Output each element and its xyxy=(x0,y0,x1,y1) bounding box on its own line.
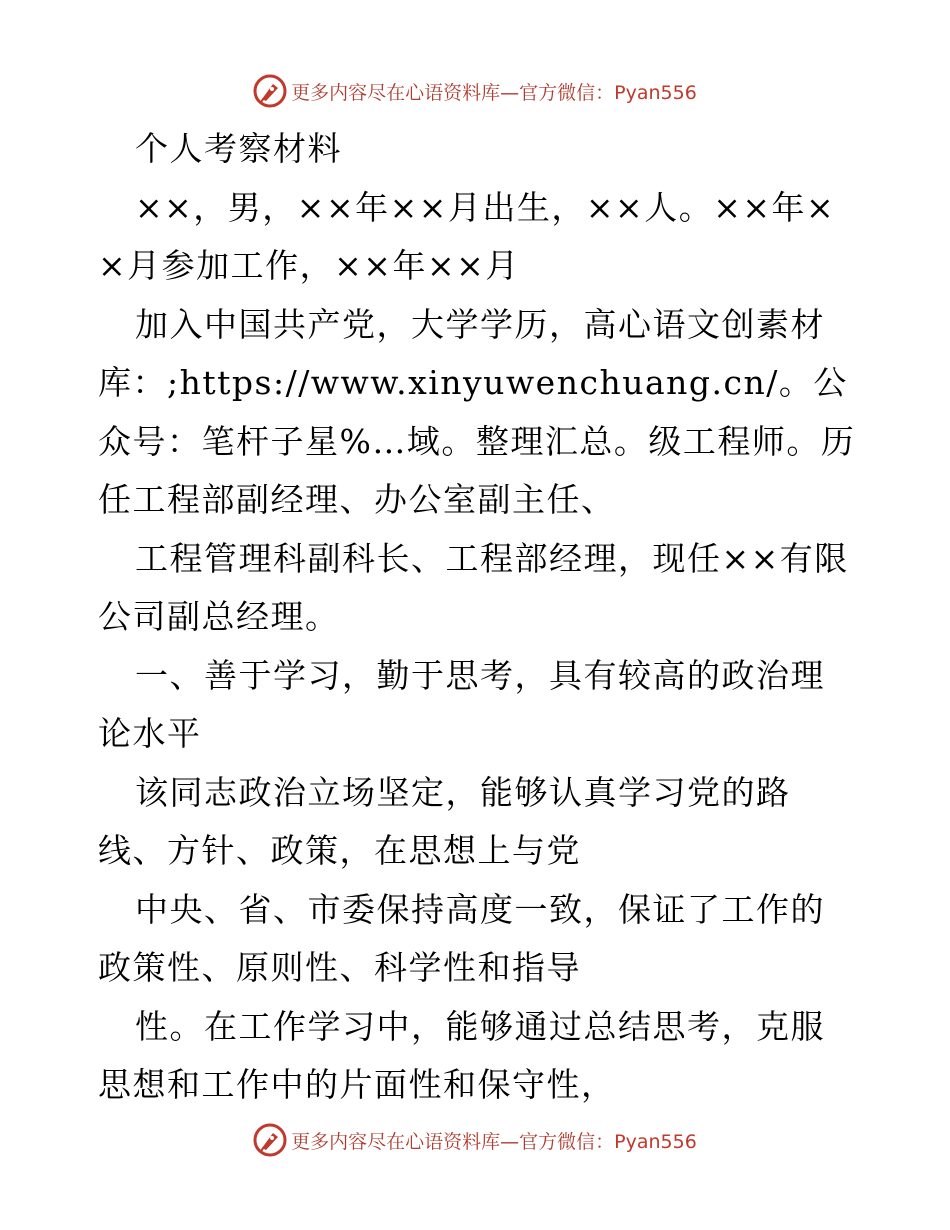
section-heading-1: 一、善于学习，勤于思考，具有较高的政治理论水平 xyxy=(98,655,825,753)
paragraph-3: 工程管理科副科长、工程部经理，现任××有限公司副总经理。 xyxy=(98,538,849,636)
paragraph-4: 该同志政治立场坚定，能够认真学习党的路线、方针、政策，在思想上与党 xyxy=(98,772,791,870)
pen-nib-logo-icon xyxy=(253,1123,287,1157)
watermark-text: 更多内容尽在心语资料库—官方微信：Pyan556 xyxy=(291,81,697,104)
watermark-banner-bottom xyxy=(0,1120,950,1160)
document-body xyxy=(98,120,858,1115)
pen-nib-logo-icon xyxy=(253,74,287,108)
paragraph-2: 加入中国共产党，大学学历，高心语文创素材库：;https://www.xinyuwenchuang.cn/。公众号：笔杆子星%…域。整理汇总。级工程师。历任工程部副经理、办公室副主任、 xyxy=(98,304,856,519)
watermark-handle: Pyan556 xyxy=(614,81,697,104)
document-title: 个人考察材料 xyxy=(135,129,342,168)
watermark-banner-top xyxy=(0,71,950,111)
paragraph-5: 中央、省、市委保持高度一致，保证了工作的政策性、原则性、科学性和指导 xyxy=(98,889,825,987)
watermark-handle: Pyan556 xyxy=(614,1130,697,1153)
paragraph-6: 性。在工作学习中，能够通过总结思考，克服思想和工作中的片面性和保守性， xyxy=(98,1006,825,1104)
paragraph-1: ××，男，××年××月出生，××人。××年××月参加工作，××年××月 xyxy=(98,187,836,285)
watermark-text: 更多内容尽在心语资料库—官方微信：Pyan556 xyxy=(291,1130,697,1153)
